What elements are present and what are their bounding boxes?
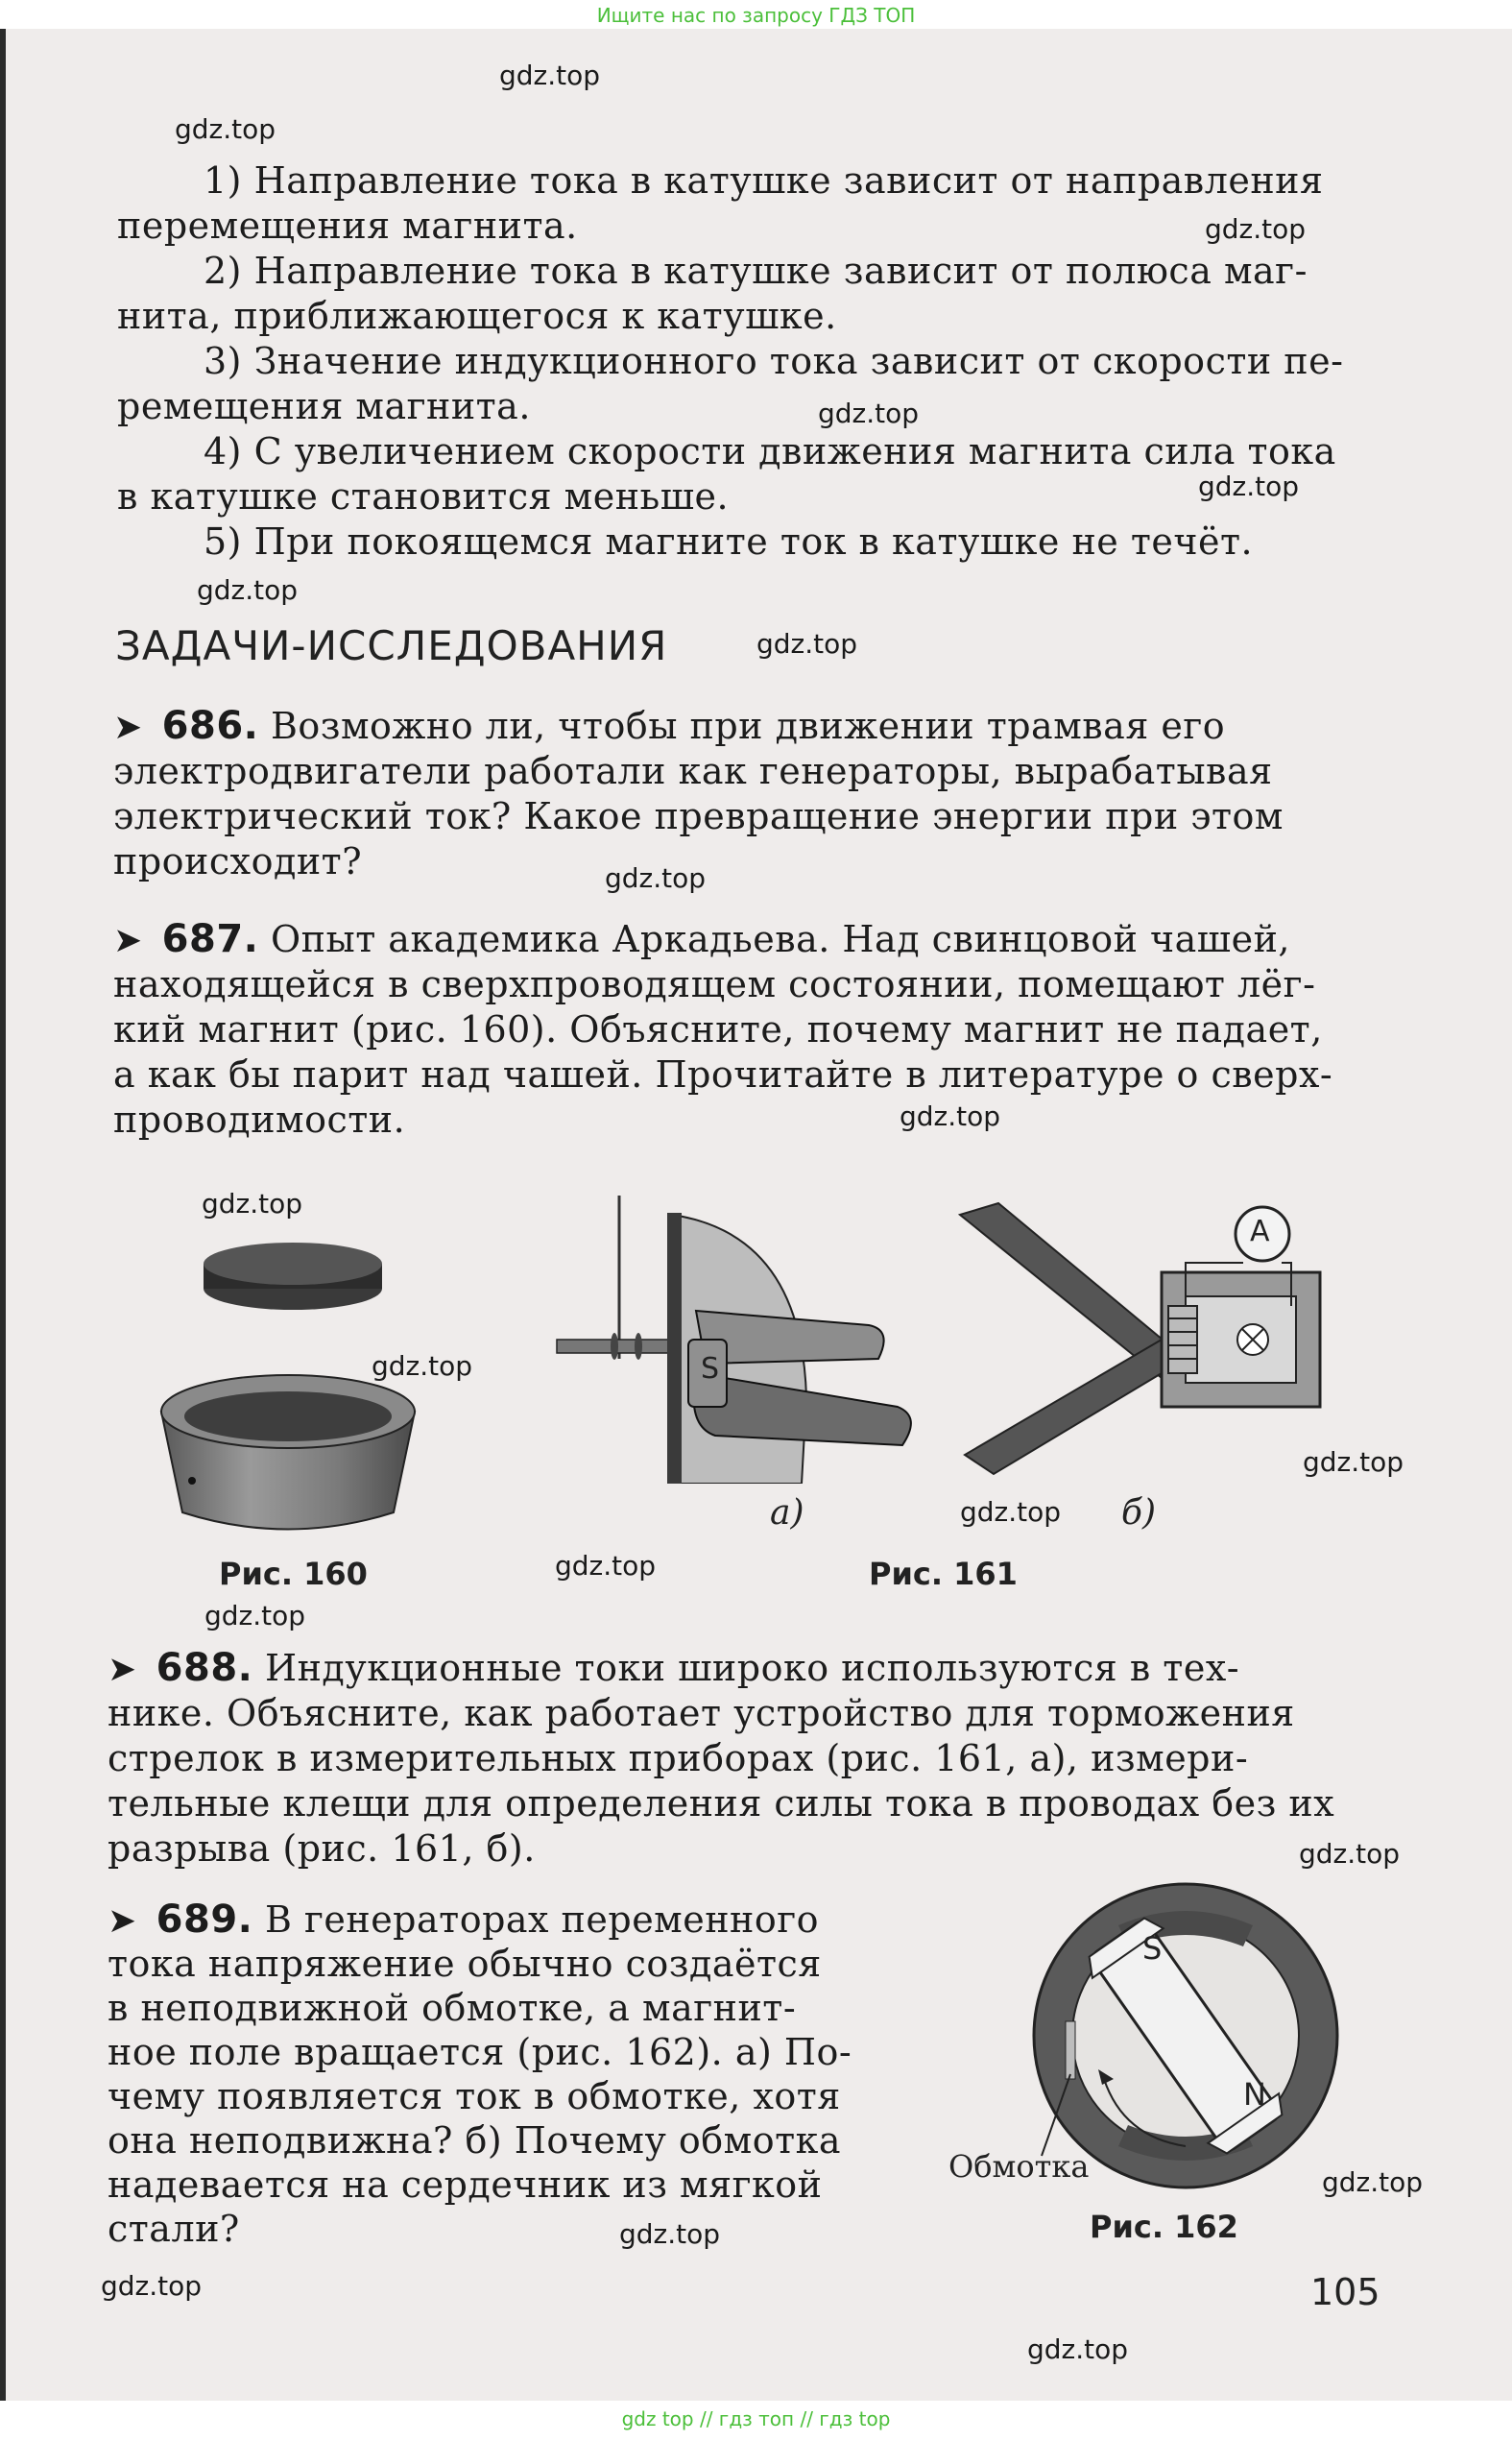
- problem-687-line-5: проводимости.: [113, 1099, 406, 1141]
- answer-line-4: нита, приближающегося к катушке.: [117, 295, 837, 337]
- problem-687-line-2: находящейся в сверхпроводящем состоянии, помещают лёг-: [113, 963, 1316, 1005]
- watermark: gdz.top: [900, 1100, 1001, 1132]
- figure-161a-label: а): [770, 1493, 804, 1533]
- watermark: gdz.top: [960, 1496, 1062, 1528]
- watermark: gdz.top: [204, 1600, 306, 1631]
- answer-line-2: перемещения магнита.: [117, 205, 578, 247]
- problem-687-line-3: кий магнит (рис. 160). Объясните, почему магнит не падает,: [113, 1008, 1323, 1051]
- arrow-icon: ➤: [108, 1901, 137, 1941]
- answer-line-9: 5) При покоящемся магните ток в катушке не течёт.: [204, 520, 1254, 563]
- figure-162-pole-n: N: [1243, 2076, 1266, 2113]
- watermark: gdz.top: [605, 862, 707, 894]
- problem-689-line-2: тока напряжение обычно создаётся: [108, 1943, 822, 1985]
- problem-688-line-1: [108, 1646, 1239, 1692]
- watermark: gdz.top: [197, 574, 299, 606]
- problem-686-line-2: электродвигатели работали как генераторы, вырабатывая: [113, 750, 1273, 792]
- problem-687-line-4: а как бы парит над чашей. Прочитайте в литературе о сверх-: [113, 1053, 1333, 1096]
- problem-686-line-3: электрический ток? Какое превращение энергии при этом: [113, 795, 1284, 837]
- problem-686-text-1: Возможно ли, чтобы при движении трамвая его: [270, 705, 1226, 747]
- figure-160-caption: Рис. 160: [219, 1556, 368, 1592]
- figure-162-winding-label: Обмотка: [948, 2148, 1090, 2185]
- problem-686-line-1: [113, 704, 1225, 750]
- watermark: gdz.top: [1303, 1446, 1404, 1478]
- top-banner[interactable]: Ищите нас по запросу ГДЗ ТОП: [596, 4, 916, 27]
- problem-689-line-5: чему появляется ток в обмотке, хотя: [108, 2075, 841, 2117]
- watermark: gdz.top: [372, 1350, 473, 1382]
- watermark: gdz.top: [1198, 471, 1300, 502]
- watermark: gdz.top: [1299, 1838, 1401, 1870]
- section-title: ЗАДАЧИ-ИССЛЕДОВАНИЯ: [115, 622, 668, 669]
- problem-689-line-3: в неподвижной обмотке, а магнит-: [108, 1987, 797, 2029]
- problem-688-line-4: тельные клещи для определения силы тока в проводах без их: [108, 1782, 1335, 1825]
- arrow-icon: ➤: [113, 708, 143, 747]
- problem-688-text-1: Индукционные токи широко используются в тех-: [264, 1647, 1240, 1689]
- watermark: gdz.top: [499, 60, 601, 91]
- arrow-icon: ➤: [113, 921, 143, 960]
- problem-687-number: 687.: [161, 917, 259, 961]
- watermark: gdz.top: [555, 1550, 657, 1582]
- watermark: gdz.top: [619, 2218, 721, 2250]
- watermark: gdz.top: [202, 1188, 303, 1220]
- watermark: gdz.top: [101, 2270, 203, 2302]
- answer-line-5: 3) Значение индукционного тока зависит от скорости пе-: [204, 340, 1344, 382]
- bottom-banner[interactable]: gdz top // гдз топ // гдз top: [621, 2407, 891, 2430]
- answer-line-7: 4) С увеличением скорости движения магнита сила тока: [204, 430, 1336, 472]
- problem-689-number: 689.: [156, 1897, 253, 1942]
- problem-687-text-1: Опыт академика Аркадьева. Над свинцовой чашей,: [270, 918, 1290, 960]
- problem-689-line-6: она неподвижна? б) Почему обмотка: [108, 2119, 841, 2162]
- figure-162-caption: Рис. 162: [1090, 2209, 1238, 2245]
- page-number: 105: [1310, 2271, 1380, 2313]
- figure-161a-magnet-pole: S: [701, 1352, 720, 1386]
- figure-160-illustration: [154, 1229, 422, 1536]
- problem-689-line-1: [108, 1897, 819, 1944]
- figure-161-caption: Рис. 161: [869, 1556, 1018, 1592]
- watermark: gdz.top: [1322, 2166, 1424, 2198]
- watermark: gdz.top: [756, 628, 858, 660]
- arrow-icon: ➤: [108, 1650, 137, 1689]
- problem-689-line-7: надевается на сердечник из мягкой: [108, 2163, 823, 2206]
- figure-162-illustration: [1027, 1877, 1344, 2194]
- figure-161b-label: б): [1121, 1493, 1157, 1533]
- answer-line-8: в катушке становится меньше.: [117, 475, 730, 518]
- problem-688-line-3: стрелок в измерительных приборах (рис. 161, а), измери-: [108, 1737, 1249, 1779]
- watermark: gdz.top: [1027, 2333, 1129, 2365]
- problem-689-line-4: ное поле вращается (рис. 162). а) По-: [108, 2031, 852, 2073]
- problem-688-line-2: нике. Объясните, как работает устройство для торможения: [108, 1692, 1295, 1734]
- answer-line-3: 2) Направление тока в катушке зависит от полюса маг-: [204, 250, 1308, 292]
- problem-689-line-8: стали?: [108, 2208, 240, 2250]
- watermark: gdz.top: [818, 398, 920, 429]
- watermark: gdz.top: [1205, 213, 1307, 245]
- problem-686-line-4: происходит?: [113, 840, 363, 882]
- figure-161b-illustration: [955, 1196, 1339, 1484]
- problem-688-line-5: разрыва (рис. 161, б).: [108, 1827, 536, 1870]
- figure-161a-illustration: [552, 1196, 926, 1484]
- answer-line-1: 1) Направление тока в катушке зависит от направления: [204, 159, 1324, 202]
- watermark: gdz.top: [175, 113, 276, 145]
- problem-687-line-1: [113, 917, 1290, 963]
- figure-162-pole-s: S: [1142, 1930, 1163, 1967]
- problem-686-number: 686.: [161, 704, 259, 748]
- answer-line-6: ремещения магнита.: [117, 385, 531, 427]
- problem-688-number: 688.: [156, 1646, 253, 1690]
- figure-161b-ammeter-label: A: [1250, 1215, 1270, 1248]
- problem-689-text-1: В генераторах переменного: [264, 1898, 820, 1941]
